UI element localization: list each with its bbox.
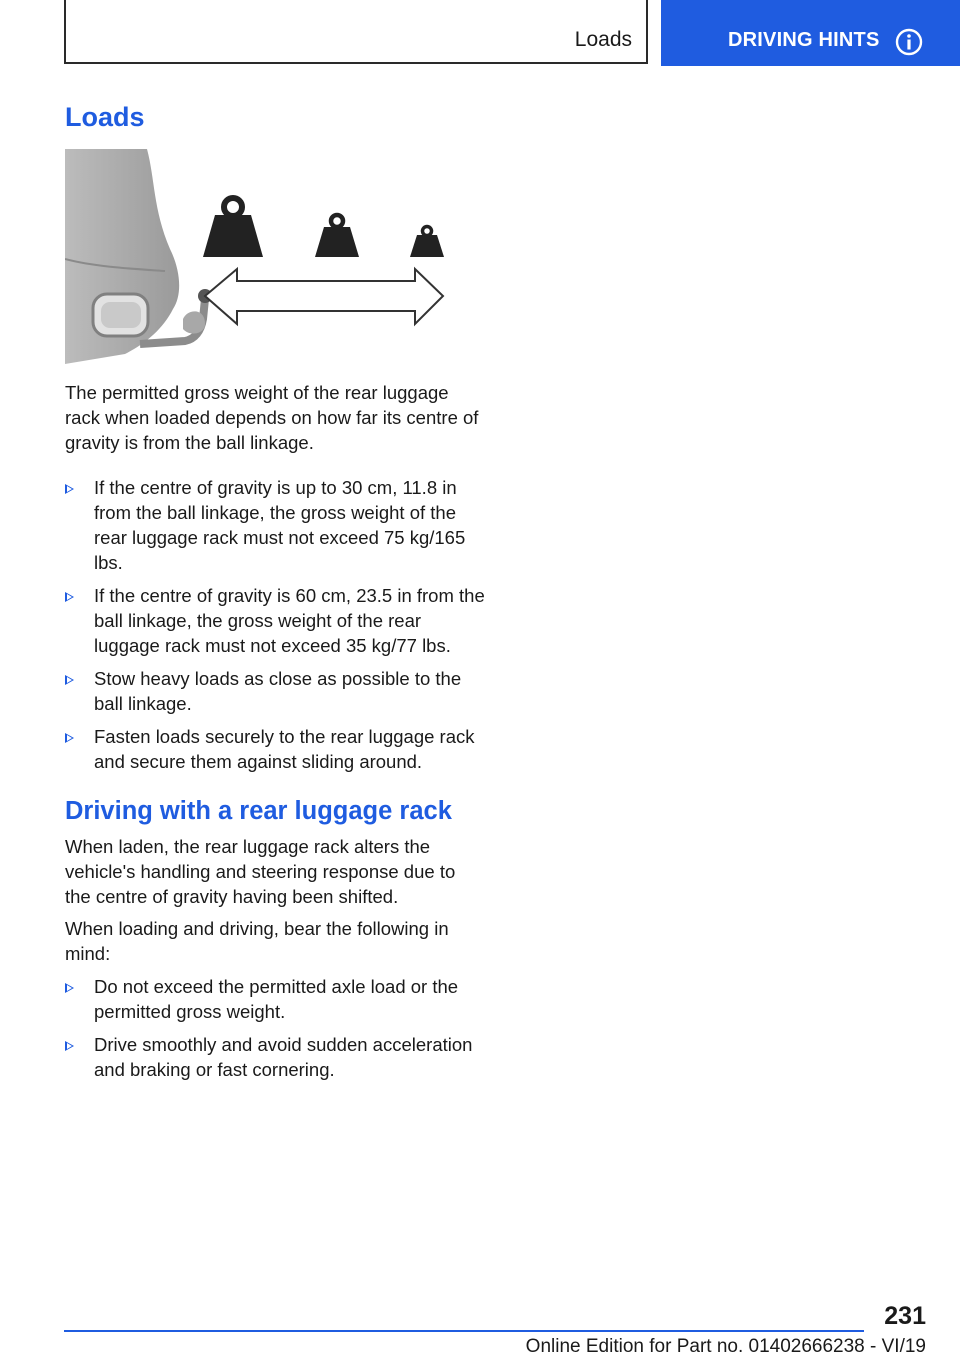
triangle-bullet-icon xyxy=(65,484,74,494)
heading-loads: Loads xyxy=(65,102,145,132)
triangle-bullet-icon xyxy=(65,675,74,685)
loads-list xyxy=(65,475,485,782)
header-section-title: Loads xyxy=(574,28,632,51)
driving-paragraph-2: When loading and driving, bear the following in mind: xyxy=(65,918,449,964)
header-section-box xyxy=(64,0,648,64)
intro-paragraph: The permitted gross weight of the rear luggage rack when loaded depends on how far its centre of gravity is from the ball linkage. xyxy=(65,382,479,453)
page-number: 231 xyxy=(884,1302,926,1330)
driving-paragraph-1: When laden, the rear luggage rack alters the vehicle's handling and steering response due to the centre of gravity having been shifted. xyxy=(65,836,456,907)
footer-divider xyxy=(64,1330,864,1332)
triangle-bullet-icon xyxy=(65,1041,74,1051)
list-item: If the centre of gravity is up to 30 cm, 11.8 in from the ball linkage, the gross weight of the rear luggage rack must not exceed 75 kg/165 lbs. xyxy=(65,475,485,575)
triangle-bullet-icon xyxy=(65,592,74,602)
info-circle-icon[interactable] xyxy=(895,28,923,56)
list-item: Drive smoothly and avoid sudden acceleration and braking or fast cornering. xyxy=(65,1032,485,1082)
header-chapter-title: DRIVING HINTS xyxy=(728,29,880,51)
list-item: Do not exceed the permitted axle load or the permitted gross weight. xyxy=(65,974,485,1024)
header-chapter-box xyxy=(661,0,960,66)
heading-driving: Driving with a rear luggage rack xyxy=(65,797,452,825)
triangle-bullet-icon xyxy=(65,733,74,743)
triangle-bullet-icon xyxy=(65,983,74,993)
footer-edition: Online Edition for Part no. 01402666238 - VI/19 xyxy=(525,1336,926,1357)
list-item: Stow heavy loads as close as possible to the ball linkage. xyxy=(65,666,485,716)
rear-luggage-rack-weight-diagram xyxy=(65,149,445,364)
list-item: If the centre of gravity is 60 cm, 23.5 in from the ball linkage, the gross weight of the rear luggage rack must not exceed 35 kg/77 lbs. xyxy=(65,583,485,658)
list-item: Fasten loads securely to the rear luggage rack and secure them against sliding around. xyxy=(65,724,485,774)
driving-list xyxy=(65,974,485,1090)
